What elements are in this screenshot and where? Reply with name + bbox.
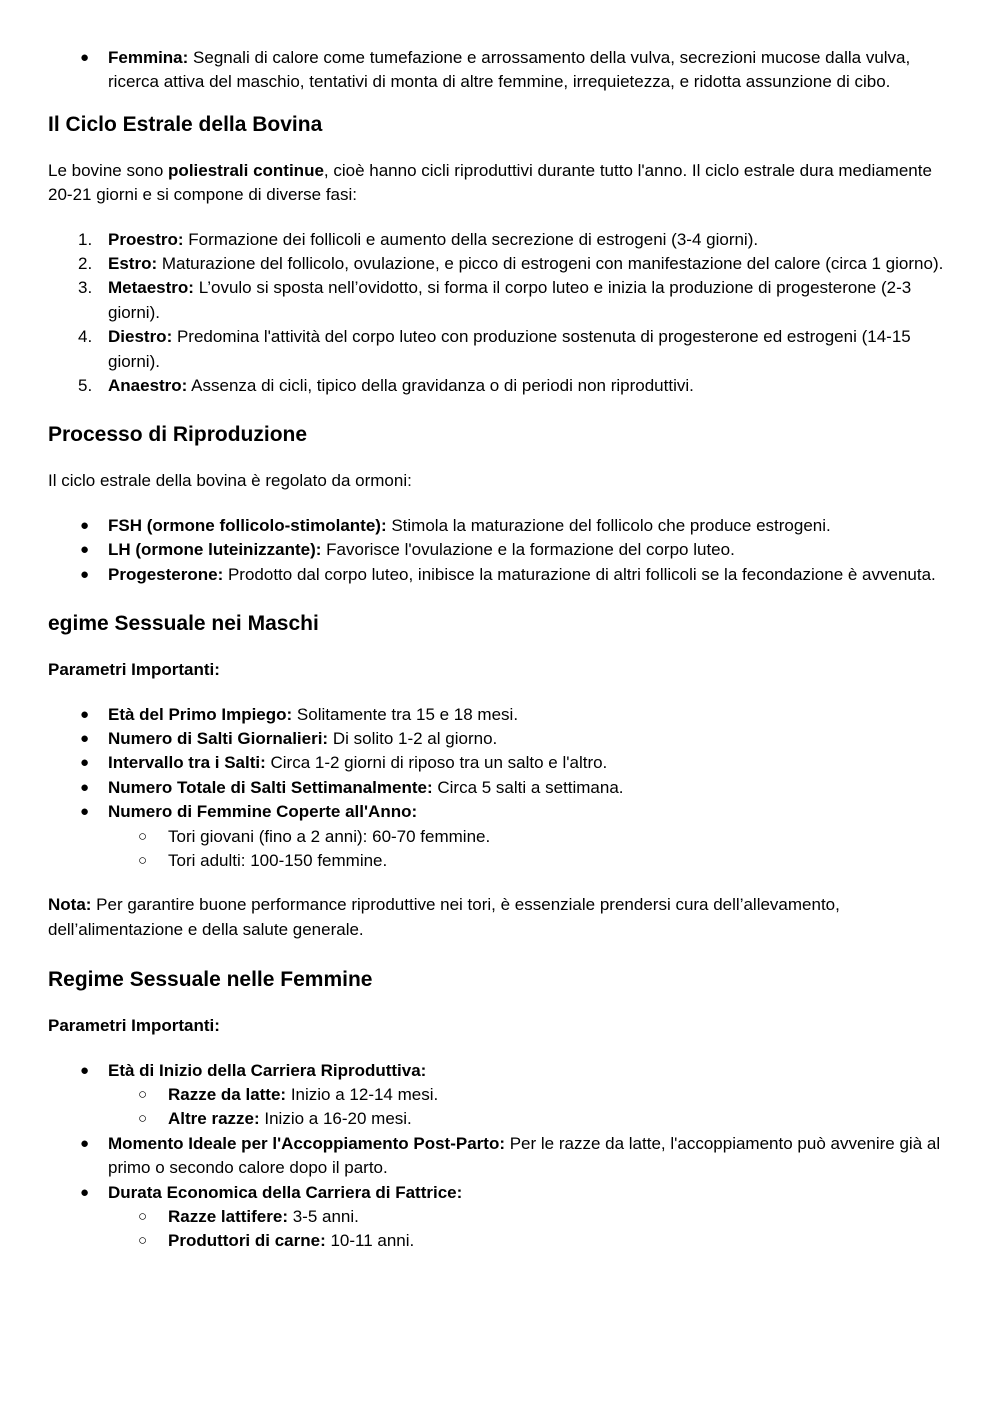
- female-params-list: [48, 1059, 953, 1254]
- list-item: [48, 325, 953, 374]
- hormone-list: [48, 514, 953, 587]
- list-item: [48, 374, 953, 398]
- list-item: [48, 776, 953, 800]
- item-label: Estro:: [108, 254, 158, 274]
- sub-list-item: [48, 1083, 953, 1107]
- note-label: Nota:: [48, 895, 92, 915]
- sub-list-item: [48, 1229, 953, 1253]
- list-item: [48, 252, 953, 276]
- item-text: Formazione dei follicoli e aumento della secrezione di estrogeni (3-4 giorni).: [183, 229, 759, 249]
- item-label: Altre razze:: [168, 1109, 260, 1129]
- item-number: 5.: [78, 376, 93, 396]
- item-text: 3-5 anni.: [287, 1207, 359, 1226]
- bold-text: Parametri Importanti:: [48, 1016, 220, 1036]
- item-text: Inizio a 16-20 mesi.: [259, 1109, 412, 1129]
- item-text: L’ovulo si sposta nell’ovidotto, si forma il corpo luteo e inizia la produzione di progesterone (2-3 giorni).: [108, 278, 912, 322]
- sub-list-item: ○ Tori adulti: 100-150 femmine.: [48, 849, 953, 873]
- item-label: Numero di Femmine Coperte all'Anno:: [108, 802, 418, 822]
- item-text: Maturazione del follicolo, ovulazione, e picco di estrogeni con manifestazione del calore (circa 1 giorno).: [157, 254, 944, 274]
- list-item: [48, 228, 953, 252]
- intro-list: [48, 46, 953, 95]
- note-paragraph: [48, 893, 953, 942]
- sub-list-item: [48, 1205, 953, 1229]
- list-item: [48, 514, 953, 538]
- item-text: Stimola la maturazione del follicolo che produce estrogeni.: [386, 515, 831, 535]
- list-item: [48, 276, 953, 325]
- list-item: [48, 727, 953, 751]
- item-label: Numero Totale di Salti Settimanalmente:: [108, 777, 433, 797]
- item-label: Metaestro:: [108, 278, 194, 298]
- paragraph: Il ciclo estrale della bovina è regolato da ormoni:: [48, 471, 412, 491]
- list-item: [48, 538, 953, 562]
- params-label: [48, 658, 953, 682]
- item-label: Diestro:: [108, 327, 173, 347]
- item-label: Durata Economica della Carriera di Fattrice:: [108, 1182, 463, 1202]
- item-label: Femmina:: [108, 48, 189, 67]
- item-label: Proestro:: [108, 229, 184, 249]
- paragraph: [48, 159, 953, 208]
- item-label: Intervallo tra i Salti:: [108, 753, 266, 773]
- phase-list: [48, 228, 953, 399]
- text: Le bovine sono: [48, 160, 169, 180]
- section-heading: Processo di Riproduzione: [48, 423, 308, 447]
- item-number: 1.: [78, 229, 93, 249]
- item-label: Produttori di carne:: [168, 1231, 326, 1251]
- list-item: [48, 751, 953, 775]
- item-label: Razze lattifere:: [168, 1207, 288, 1226]
- section-heading: egime Sessuale nei Maschi: [48, 612, 319, 636]
- text: , cioè hanno cicli riproduttivi durante tutto l'anno. Il ciclo estrale dura mediamente 20-21 giorni e si compone di diverse fasi:: [48, 160, 932, 205]
- item-label: FSH (ormone follicolo-stimolante):: [108, 515, 387, 535]
- list-item: [48, 800, 953, 824]
- item-text: Predomina l'attività del corpo luteo con produzione sostenuta di progesterone ed estrogeni (14-15 giorni).: [108, 327, 911, 371]
- item-label: Età del Primo Impiego:: [108, 704, 293, 724]
- item-label: Numero di Salti Giornalieri:: [108, 728, 329, 748]
- item-text: Prodotto dal corpo luteo, inibisce la maturazione di altri follicoli se la fecondazione è avvenuta.: [223, 564, 936, 584]
- list-item: [48, 563, 953, 587]
- item-text: Per le razze da latte, l'accoppiamento può avvenire già al primo o secondo calore dopo il parto.: [108, 1133, 941, 1178]
- item-number: 2.: [78, 254, 93, 274]
- item-number: 3.: [78, 278, 93, 298]
- item-text: Di solito 1-2 al giorno.: [328, 728, 498, 748]
- list-item: [48, 703, 953, 727]
- item-number: 4.: [78, 327, 93, 347]
- item-text: Inizio a 12-14 mesi.: [286, 1084, 439, 1104]
- male-params-list: [48, 703, 953, 874]
- item-label: LH (ormone luteinizzante):: [108, 540, 322, 560]
- item-text: Assenza di cicli, tipico della gravidanza o di periodi non riproduttivi.: [187, 376, 694, 396]
- item-label: Razze da latte:: [168, 1084, 287, 1104]
- list-item: [48, 46, 953, 95]
- item-text: 10-11 anni.: [325, 1231, 415, 1251]
- item-text: Circa 5 salti a settimana.: [432, 777, 624, 797]
- bold-text: Parametri Importanti:: [48, 660, 220, 680]
- params-label: [48, 1014, 953, 1038]
- item-text: Segnali di calore come tumefazione e arrossamento della vulva, secrezioni mucose dalla vulva, ricerca attiva del maschio, tentativi di monta di altre femmine, irrequietezza, e ridotta assunzione di cibo.: [108, 48, 911, 92]
- list-item: [48, 1181, 953, 1205]
- item-text: Circa 1-2 giorni di riposo tra un salto e l'altro.: [265, 753, 608, 773]
- sub-list-item: ○ Tori giovani (fino a 2 anni): 60-70 femmine.: [48, 825, 953, 849]
- item-label: Progesterone:: [108, 564, 224, 584]
- sub-list-item: [48, 1107, 953, 1131]
- item-label: Momento Ideale per l'Accoppiamento Post-Parto:: [108, 1133, 505, 1153]
- document-page: [48, 46, 953, 1254]
- list-item: [48, 1132, 953, 1181]
- section-heading: Regime Sessuale nelle Femmine: [48, 968, 373, 992]
- section-heading: Il Ciclo Estrale della Bovina: [48, 112, 323, 136]
- item-label: Età di Inizio della Carriera Riproduttiva:: [108, 1060, 427, 1080]
- list-item: [48, 1059, 953, 1083]
- bold-text: poliestrali continue: [168, 160, 324, 180]
- note-text: Per garantire buone performance riproduttive nei tori, è essenziale prendersi cura dell’allevamento, dell’alimentazione e della salute generale.: [48, 895, 840, 939]
- item-text: Favorisce l'ovulazione e la formazione del corpo luteo.: [321, 540, 735, 560]
- item-label: Anaestro:: [108, 376, 188, 396]
- item-text: Solitamente tra 15 e 18 mesi.: [292, 704, 519, 724]
